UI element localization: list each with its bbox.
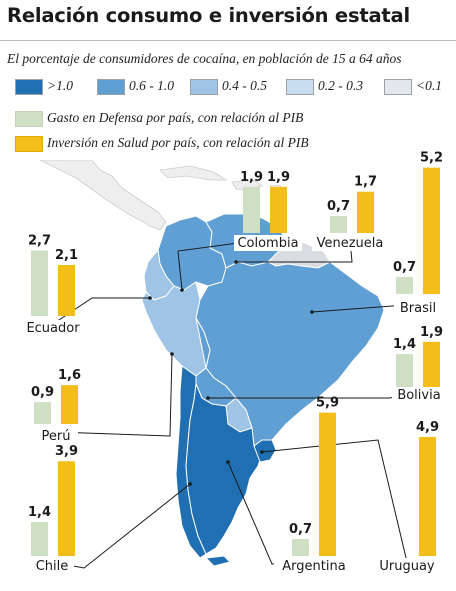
leader-dot-venezuela [234, 260, 238, 264]
bar-defense-bolivia [396, 354, 413, 388]
leader-dot-bolivia [206, 396, 210, 400]
value-label-defense-chile: 1,4 [27, 504, 52, 520]
country-label-peru: Perú [41, 429, 71, 444]
value-label-health-venezuela: 1,7 [353, 174, 378, 190]
bar-defense-peru [34, 402, 51, 424]
bar-health-argentina [319, 413, 336, 556]
country-label-brasil: Brasil [399, 301, 437, 316]
bar-defense-argentina [292, 539, 309, 556]
value-label-defense-colombia: 1,9 [239, 169, 264, 185]
bar-health-brasil [423, 168, 440, 294]
value-label-defense-ecuador: 2,7 [27, 233, 52, 249]
bar-defense-brasil [396, 277, 413, 294]
bars [28, 151, 443, 556]
bar-defense-colombia [243, 187, 260, 233]
country-label-colombia: Colombia [237, 236, 299, 251]
value-label-health-colombia: 1,9 [266, 169, 291, 185]
value-label-defense-bolivia: 1,4 [392, 336, 417, 352]
value-label-health-chile: 3,9 [54, 444, 79, 460]
bar-health-venezuela [357, 192, 374, 233]
value-label-defense-venezuela: 0,7 [326, 198, 351, 214]
value-label-health-uruguay: 4,9 [415, 419, 440, 435]
chart-title: Relación consumo e inversión estatal [7, 4, 410, 27]
bar-defense-ecuador [31, 250, 48, 316]
chart-subtitle: El porcentaje de consumidores de cocaína, en población de 15 a 64 años [7, 51, 402, 66]
country-label-uruguay: Uruguay [379, 559, 435, 574]
bar-health-ecuador [58, 265, 75, 316]
country-label-chile: Chile [35, 559, 69, 574]
country-label-ecuador: Ecuador [26, 321, 80, 336]
value-label-defense-argentina: 0,7 [288, 521, 313, 537]
country-label-bolivia: Bolivia [397, 388, 441, 403]
country-labels [21, 235, 446, 574]
leader-dot-argentina [226, 460, 230, 464]
legend-label-04-05: 0.4 - 0.5 [222, 78, 267, 93]
leader-dot-ecuador [148, 296, 152, 300]
value-label-defense-peru: 0,9 [30, 385, 55, 401]
legend-label-06-10: 0.6 - 1.0 [129, 78, 174, 93]
value-label-health-argentina: 5,9 [315, 395, 340, 411]
value-label-health-peru: 1,6 [57, 368, 82, 384]
bar-defense-venezuela [330, 216, 347, 233]
value-label-health-brasil: 5,2 [419, 150, 444, 166]
leader-dot-chile [188, 482, 192, 486]
value-label-defense-brasil: 0,7 [392, 259, 417, 275]
bar-health-uruguay [419, 437, 436, 556]
leader-dot-colombia [180, 288, 184, 292]
bar-health-peru [61, 385, 78, 424]
bar-defense-chile [31, 522, 48, 556]
legend-label-health: Inversión en Salud por país, con relación al PIB [47, 135, 309, 150]
value-label-health-bolivia: 1,9 [419, 324, 444, 340]
bar-health-colombia [270, 187, 287, 233]
leader-dot-peru [170, 352, 174, 356]
bar-health-chile [58, 461, 75, 556]
leader-line-bolivia [208, 391, 419, 398]
country-label-venezuela: Venezuela [316, 236, 384, 251]
country-label-argentina: Argentina [282, 559, 346, 574]
leader-dot-uruguay [260, 450, 264, 454]
legend-label-lt-01: <0.1 [416, 78, 442, 93]
leader-dot-brasil [310, 310, 314, 314]
value-label-health-ecuador: 2,1 [54, 247, 79, 263]
legend-label-02-03: 0.2 - 0.3 [318, 78, 363, 93]
leader-lines [52, 239, 419, 568]
bar-health-bolivia [423, 342, 440, 388]
legend-label-gt-1: >1.0 [47, 78, 73, 93]
legend-label-defense: Gasto en Defensa por país, con relación al PIB [47, 110, 304, 125]
